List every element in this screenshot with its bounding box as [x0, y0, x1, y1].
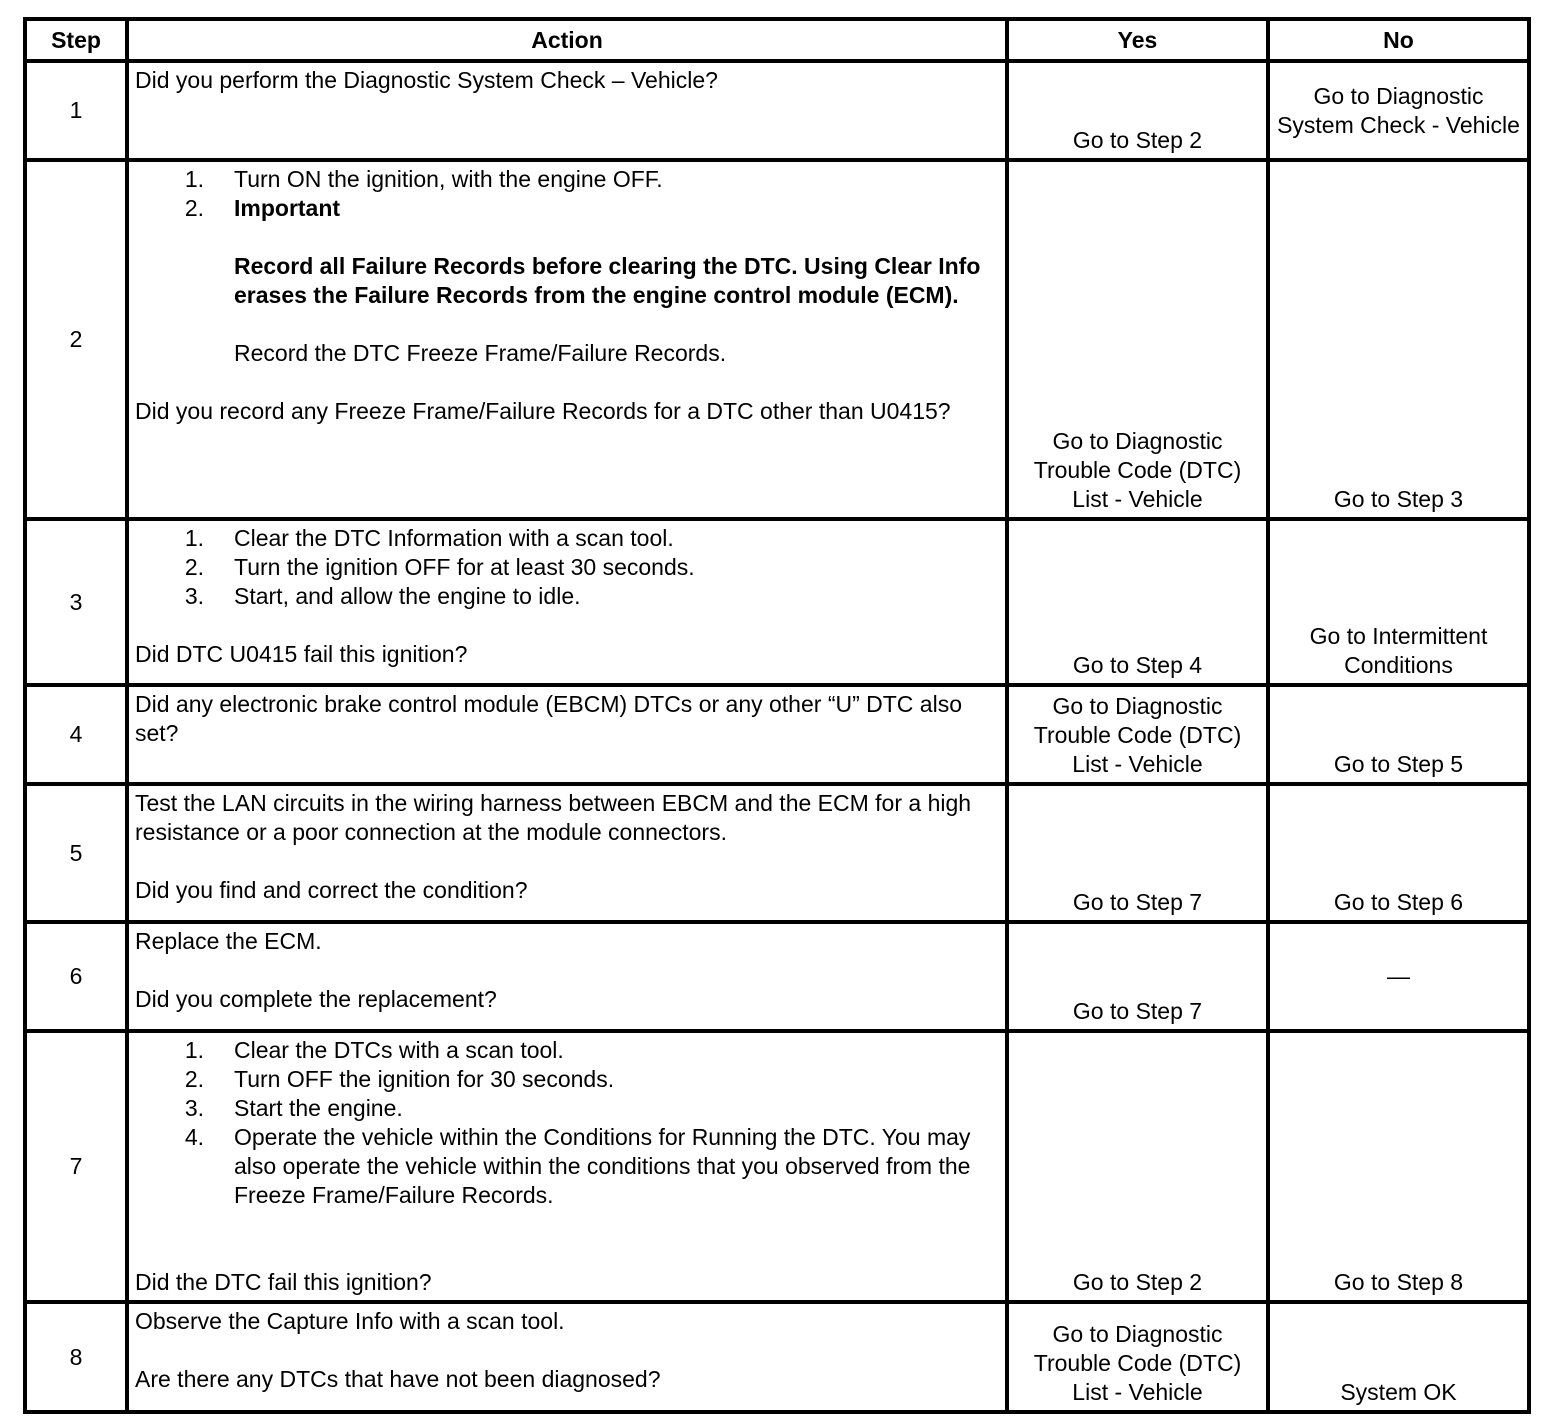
- yes-cell: Go to Diagnostic Trouble Code (DTC) List - Vehicle: [1007, 160, 1268, 519]
- yes-cell: Go to Diagnostic Trouble Code (DTC) List - Vehicle: [1007, 685, 1268, 784]
- step-number: 2: [25, 160, 127, 519]
- yes-cell: Go to Step 2: [1007, 61, 1268, 160]
- action-list: [135, 165, 999, 223]
- table-row-2: [25, 160, 1529, 519]
- no-cell: System OK: [1268, 1302, 1529, 1412]
- no-cell: Go to Step 3: [1268, 160, 1529, 519]
- table-row-5: [25, 784, 1529, 922]
- step-number: 3: [25, 519, 127, 685]
- no-cell: Go to Intermittent Conditions: [1268, 519, 1529, 685]
- table-row-8: [25, 1302, 1529, 1412]
- list-item: 4. Operate the vehicle within the Conditions for Running the DTC. You may also operate the vehicle within the conditions that you observed from the Freeze Frame/Failure Records.: [184, 1124, 971, 1208]
- no-cell: Go to Diagnostic System Check - Vehicle: [1268, 61, 1529, 160]
- step-number: 5: [25, 784, 127, 922]
- list-item: 2. Important: [184, 195, 341, 221]
- header-no: No: [1268, 19, 1529, 61]
- table-row-1: [25, 61, 1529, 160]
- action-cell: [127, 784, 1007, 922]
- action-list: [135, 1036, 999, 1210]
- table-row-7: [25, 1031, 1529, 1302]
- diagnostic-table: [23, 17, 1531, 1414]
- question-text: Did DTC U0415 fail this ignition?: [135, 641, 468, 667]
- action-cell: [127, 922, 1007, 1031]
- action-cell: [127, 1031, 1007, 1302]
- action-list: [135, 524, 999, 611]
- yes-cell: Go to Diagnostic Trouble Code (DTC) List - Vehicle: [1007, 1302, 1268, 1412]
- list-item: 1. Turn ON the ignition, with the engine OFF.: [184, 166, 663, 192]
- header-action: Action: [127, 19, 1007, 61]
- step-number: 7: [25, 1031, 127, 1302]
- sub-instruction: Record the DTC Freeze Frame/Failure Records.: [234, 340, 727, 366]
- step-number: 8: [25, 1302, 127, 1412]
- question-text: Did you record any Freeze Frame/Failure Records for a DTC other than U0415?: [135, 398, 951, 424]
- list-item: 1. Clear the DTCs with a scan tool.: [184, 1037, 564, 1063]
- list-item: 3. Start, and allow the engine to idle.: [184, 583, 581, 609]
- yes-cell: Go to Step 7: [1007, 922, 1268, 1031]
- list-item: 2. Turn OFF the ignition for 30 seconds.: [184, 1066, 615, 1092]
- question-text: Did you perform the Diagnostic System Check – Vehicle?: [135, 67, 718, 93]
- important-note: Record all Failure Records before clearing the DTC. Using Clear Info erases the Failure Records from the engine control module (ECM).: [234, 253, 981, 308]
- action-cell: [127, 61, 1007, 160]
- question-text: Are there any DTCs that have not been diagnosed?: [135, 1366, 661, 1392]
- list-item: 1. Clear the DTC Information with a scan tool.: [184, 525, 674, 551]
- action-cell: [127, 519, 1007, 685]
- step-number: 1: [25, 61, 127, 160]
- list-item: 3. Start the engine.: [184, 1095, 403, 1121]
- table-row-4: [25, 685, 1529, 784]
- question-text: Did any electronic brake control module (EBCM) DTCs or any other “U” DTC also set?: [135, 691, 962, 746]
- action-cell: [127, 1302, 1007, 1412]
- action-cell: [127, 160, 1007, 519]
- header-step: Step: [25, 19, 127, 61]
- table-row-3: [25, 519, 1529, 685]
- question-text: Did the DTC fail this ignition?: [135, 1269, 432, 1295]
- instruction-text: Replace the ECM.: [135, 928, 322, 954]
- no-cell: —: [1268, 922, 1529, 1031]
- question-text: Did you complete the replacement?: [135, 986, 497, 1012]
- table-row-6: [25, 922, 1529, 1031]
- no-cell: Go to Step 6: [1268, 784, 1529, 922]
- header-row: [25, 19, 1529, 61]
- no-cell: Go to Step 5: [1268, 685, 1529, 784]
- instruction-text: Test the LAN circuits in the wiring harness between EBCM and the ECM for a high resistance or a poor connection at the module connectors.: [135, 790, 972, 845]
- question-text: Did you find and correct the condition?: [135, 877, 528, 903]
- instruction-text: Observe the Capture Info with a scan tool.: [135, 1308, 565, 1334]
- no-cell: Go to Step 8: [1268, 1031, 1529, 1302]
- yes-cell: Go to Step 4: [1007, 519, 1268, 685]
- step-number: 6: [25, 922, 127, 1031]
- step-number: 4: [25, 685, 127, 784]
- header-yes: Yes: [1007, 19, 1268, 61]
- list-item: 2. Turn the ignition OFF for at least 30 seconds.: [184, 554, 695, 580]
- yes-cell: Go to Step 2: [1007, 1031, 1268, 1302]
- action-cell: [127, 685, 1007, 784]
- yes-cell: Go to Step 7: [1007, 784, 1268, 922]
